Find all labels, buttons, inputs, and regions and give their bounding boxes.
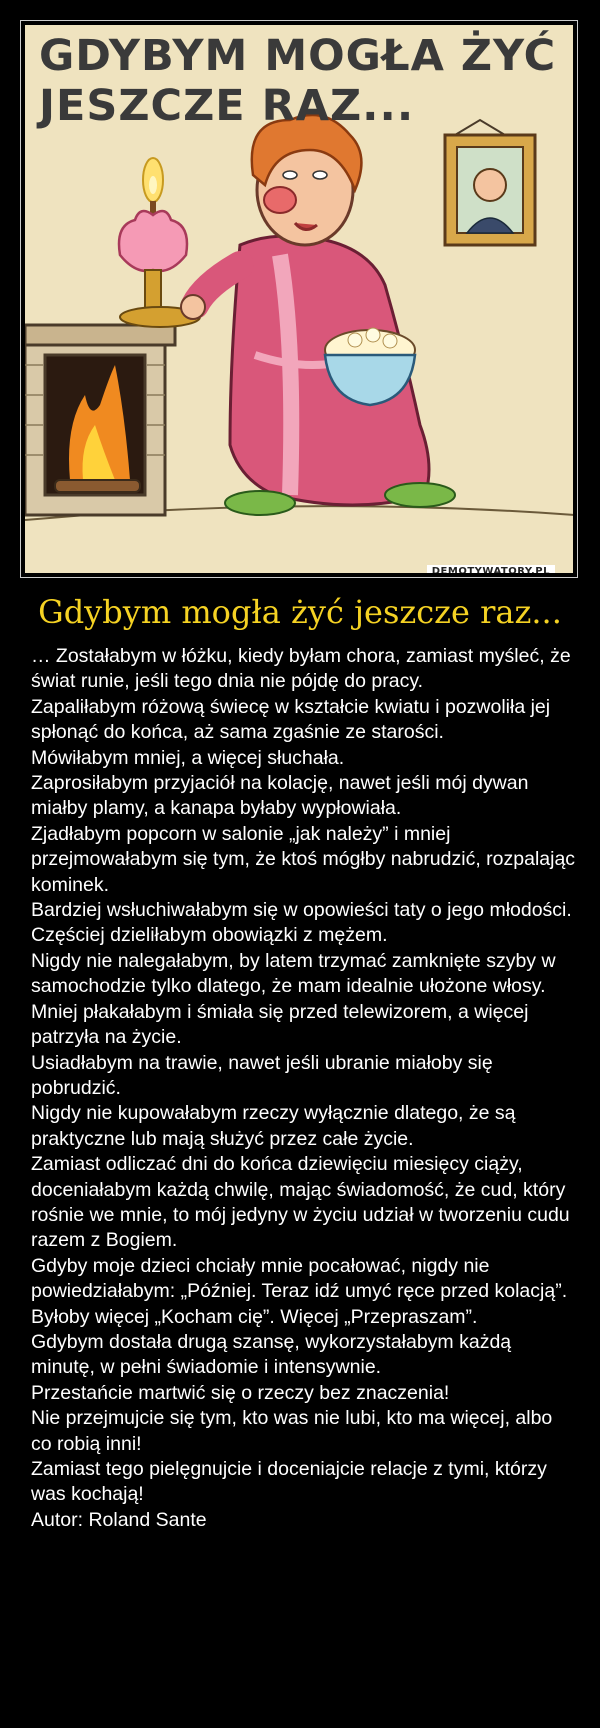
paragraph: Zaprosiłabym przyjaciół na kolację, nawet jeśli mój dywan miałby plamy, a kanapa byłaby wypłowiała.: [31, 772, 529, 820]
paragraph: … Zostałabym w łóżku, kiedy byłam chora, zamiast myśleć, że świat runie, jeśli tego dnia nie pójdę do pracy.: [31, 645, 571, 693]
paragraph: Zamiast odliczać dni do końca dziewięciu miesięcy ciąży, doceniałabym każdą chwilę, mając świadomość, że cud, który rośnie we mnie, to mój jedyny w życiu udział w tworzeniu cudu razem z Bogiem.: [31, 1153, 570, 1252]
author-line: Autor: Roland Sante: [31, 1508, 207, 1531]
paragraph: Gdybym dostała drugą szansę, wykorzystałabym każdą minutę, w pełni świadomie i intensywnie.: [31, 1330, 512, 1379]
paragraph: Przestańcie martwić się o rzeczy bez znaczenia!: [31, 1381, 450, 1404]
paragraph: Usiadłabym na trawie, nawet jeśli ubranie miałoby się pobrudzić.: [31, 1051, 493, 1099]
poster-frame: [20, 20, 578, 578]
paragraph: Mniej płakałabym i śmiała się przed telewizorem, a więcej patrzyła na życie.: [31, 1000, 529, 1049]
paragraph: Zamiast tego pielęgnujcie i doceniajcie relacje z tymi, którzy was kochają!: [31, 1458, 547, 1506]
paragraph: Nie przejmujcie się tym, kto was nie lubi, kto ma więcej, albo co robią inni!: [31, 1407, 553, 1455]
paragraph: Częściej dzieliłabym obowiązki z mężem.: [31, 924, 388, 947]
paragraph: Bardziej wsłuchiwałabym się w opowieści taty o jego młodości.: [31, 899, 572, 922]
paragraph: Mówiłabym mniej, a więcej słuchała.: [31, 746, 345, 769]
paragraph: Zapaliłabym różową świecę w kształcie kwiatu i pozwoliła jej spłonąć do końca, aż sama zgaśnie ze starości.: [31, 695, 551, 744]
body-text: [31, 644, 576, 1533]
woman-illustration: [181, 115, 455, 515]
paragraph: Byłoby więcej „Kocham cię”. Więcej „Przepraszam”.: [31, 1305, 478, 1328]
paragraph: Gdyby moje dzieci chciały mnie pocałować, nigdy nie powiedziałabym: „Później. Teraz idź umyć ręce przed kolacją”.: [31, 1254, 568, 1303]
paragraph: Zjadłabym popcorn w salonie „jak należy” i mniej przejmowałabym się tym, że ktoś mógłby nabrudzić, rozpalając kominek.: [31, 822, 576, 896]
fireplace-illustration: [25, 325, 175, 515]
poster-illustration: [25, 25, 573, 573]
watermark-logo: DEMOTYWATORY.PL: [427, 565, 555, 573]
poster-title: GDYBYM MOGŁA ŻYĆ JESZCZE RAZ...: [39, 31, 557, 131]
headline: Gdybym mogła żyć jeszcze raz...: [38, 593, 562, 631]
paragraph: Nigdy nie nalegałabym, by latem trzymać zamknięte szyby w samochodzie tylko dlatego, że mam idealnie ułożone włosy.: [31, 949, 556, 998]
portrait-frame-illustration: [445, 120, 535, 245]
paragraph: Nigdy nie kupowałabym rzeczy wyłącznie dlatego, że są praktyczne lub mają służyć przez całe życie.: [31, 1102, 516, 1150]
